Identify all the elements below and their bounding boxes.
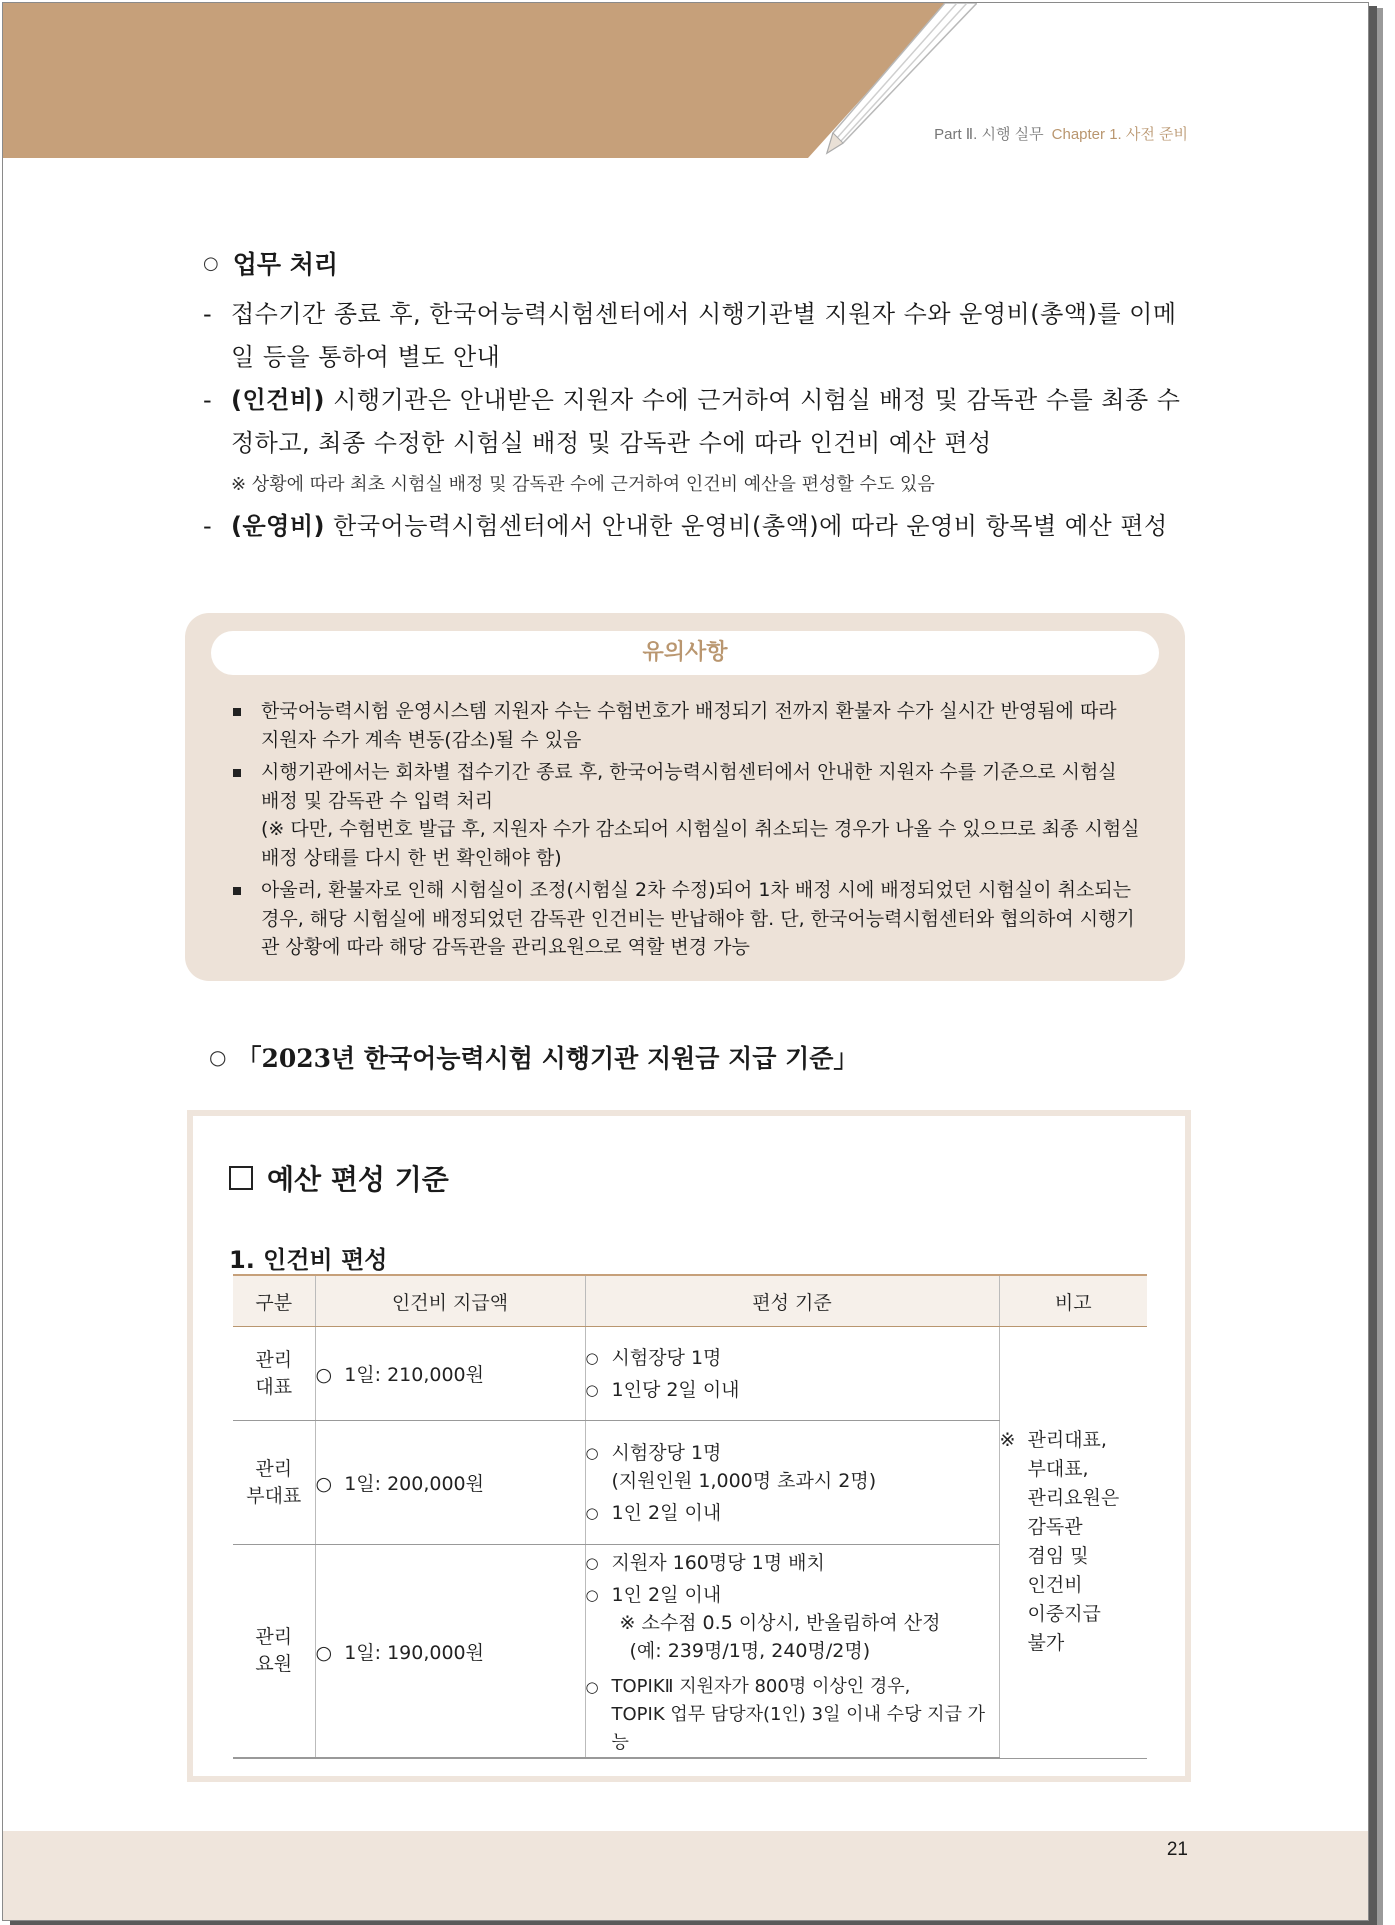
list-item: - (운영비) 한국어능력시험센터에서 안내한 운영비(총액)에 따라 운영비 항목별 예산 편성 (203, 512, 1168, 540)
list-item: - (인건비) 시행기관은 안내받은 지원자 수에 근거하여 시험실 배정 및 감독관 수를 최종 수정하고, 최종 수정한 시험실 배정 및 감독관 수에 따라 인건비 예산 편성 (203, 386, 1181, 457)
box-title-text: 예산 편성 기준 (267, 1163, 449, 1196)
item-label: (운영비) (231, 512, 325, 540)
circle-bullet-icon: ○ (209, 1045, 227, 1069)
criteria-cell: ○ 시험장당 1명 ○ 1인당 2일 이내 (585, 1327, 999, 1421)
caution-subnote: (※ 다만, 수험번호 발급 후, 지원자 수가 감소되어 시험실이 취소되는 경우가 나올 수 있으므로 최종 시험실 배정 상태를 다시 한 번 확인해야 함) (261, 818, 1140, 869)
square-bullet-icon (233, 769, 241, 777)
criteria-cell: ○ 지원자 160명당 1명 배치 ○ 1인 2일 이내 ※ 소수점 0.5 이상시, 반올림하여 산정 (예: 239명/1명, 240명/2명) ○ TOPIKⅡ 지원자가 800명 이상인 경우, TOPIK 업무 담당자(1인) 3일 이내 수당 지급 가능 (585, 1545, 999, 1759)
item-text: 한국어능력시험센터에서 안내한 운영비(총액)에 따라 운영비 항목별 예산 편성 (333, 512, 1168, 540)
item-label: (인건비) (231, 386, 325, 414)
checkbox-square-icon (229, 1166, 253, 1190)
category-cell: 관리 요원 (233, 1545, 315, 1759)
part-label: Part Ⅱ. 시행 실무 (934, 126, 1044, 143)
criteria-cell: ○ 시험장당 1명 (지원인원 1,000명 초과시 2명) ○ 1인 2일 이내 (585, 1421, 999, 1545)
circle-bullet-icon: ○ (315, 1473, 333, 1495)
section-title: 업무 처리 (232, 250, 339, 279)
document-page (2, 2, 1369, 1921)
budget-table (233, 1274, 1147, 1759)
item-text: 접수기간 종료 후, 한국어능력시험센터에서 시행기관별 지원자 수와 운영비(총액)를 이메일 등을 통하여 별도 안내 (231, 300, 1177, 371)
column-header: 인건비 지급액 (315, 1275, 585, 1327)
chapter-label: Chapter 1. 사전 준비 (1051, 126, 1188, 143)
note-text: ※ 상황에 따라 최초 시험실 배정 및 감독관 수에 근거하여 인건비 예산을 편성할 수도 있음 (231, 474, 935, 495)
standard-title: 「2023년 한국어능력시험 시행기관 지원금 지급 기준」 (236, 1044, 859, 1073)
budget-box (187, 1110, 1191, 1782)
circle-bullet-icon: ○ (315, 1641, 333, 1664)
column-header: 비고 (999, 1275, 1147, 1327)
box-subtitle: 1. 인건비 편성 (229, 1246, 388, 1274)
item-text: 시행기관은 안내받은 지원자 수에 근거하여 시험실 배정 및 감독관 수를 최종 수정하고, 최종 수정한 시험실 배정 및 감독관 수에 따라 인건비 예산 편성 (231, 386, 1181, 457)
category-cell: 관리 대표 (233, 1327, 315, 1421)
running-head (934, 123, 1188, 144)
section-heading (203, 245, 1193, 281)
square-bullet-icon (233, 887, 241, 895)
caution-item: 시행기관에서는 회차별 접수기간 종료 후, 한국어능력시험센터에서 안내한 지원자 수를 기준으로 시험실 배정 및 감독관 수 입력 처리 (※ 다만, 수험번호 발급 후, 지원자 수가 감소되어 시험실이 취소되는 경우가 나올 수 있으므로 최종 시험실 배정 상태를 다시 한 번 확인해야 함) (231, 758, 1141, 872)
square-bullet-icon (233, 708, 241, 716)
table-header-row (233, 1275, 1147, 1327)
box-title (229, 1158, 449, 1198)
footer-band (3, 1831, 1368, 1921)
caution-list (231, 697, 1141, 966)
remark-cell: ※ 관리대표, 부대표, 관리요원은 감독관 겸임 및 인건비 이중지급 불가 (999, 1327, 1147, 1759)
category-cell: 관리 부대표 (233, 1421, 315, 1545)
note-mark: ※ (999, 1429, 1016, 1452)
section-work-process (203, 245, 1193, 548)
circle-bullet-icon: ○ (315, 1364, 333, 1386)
caution-title: 유의사항 (211, 631, 1159, 675)
circle-bullet-icon: ○ (203, 252, 219, 274)
page-number: 21 (1166, 1839, 1188, 1860)
column-header: 구분 (233, 1275, 315, 1327)
list-item: - 접수기간 종료 후, 한국어능력시험센터에서 시행기관별 지원자 수와 운영비(총액)를 이메일 등을 통하여 별도 안내 (203, 300, 1177, 371)
standard-heading (209, 1039, 858, 1075)
caution-item: 한국어능력시험 운영시스템 지원자 수는 수험번호가 배정되기 전까지 환불자 수가 실시간 반영됨에 따라 지원자 수가 계속 변동(감소)될 수 있음 (231, 697, 1141, 754)
caution-item: 아울러, 환불자로 인해 시험실이 조정(시험실 2차 수정)되어 1차 배정 시에 배정되었던 시험실이 취소되는 경우, 해당 시험실에 배정되었던 감독관 인건비는 반납해야 함. 단, 한국어능력시험센터와 협의하여 시행기관 상황에 따라 해당 감독관을 관리요원으로 역할 변경 가능 (231, 876, 1141, 962)
column-header: 편성 기준 (585, 1275, 999, 1327)
pay-cell: ○ 1일: 200,000원 (315, 1421, 585, 1545)
table-row (233, 1327, 1147, 1421)
pay-cell: ○ 1일: 210,000원 (315, 1327, 585, 1421)
pay-cell: ○ 1일: 190,000원 (315, 1545, 585, 1759)
caution-box (185, 613, 1185, 981)
